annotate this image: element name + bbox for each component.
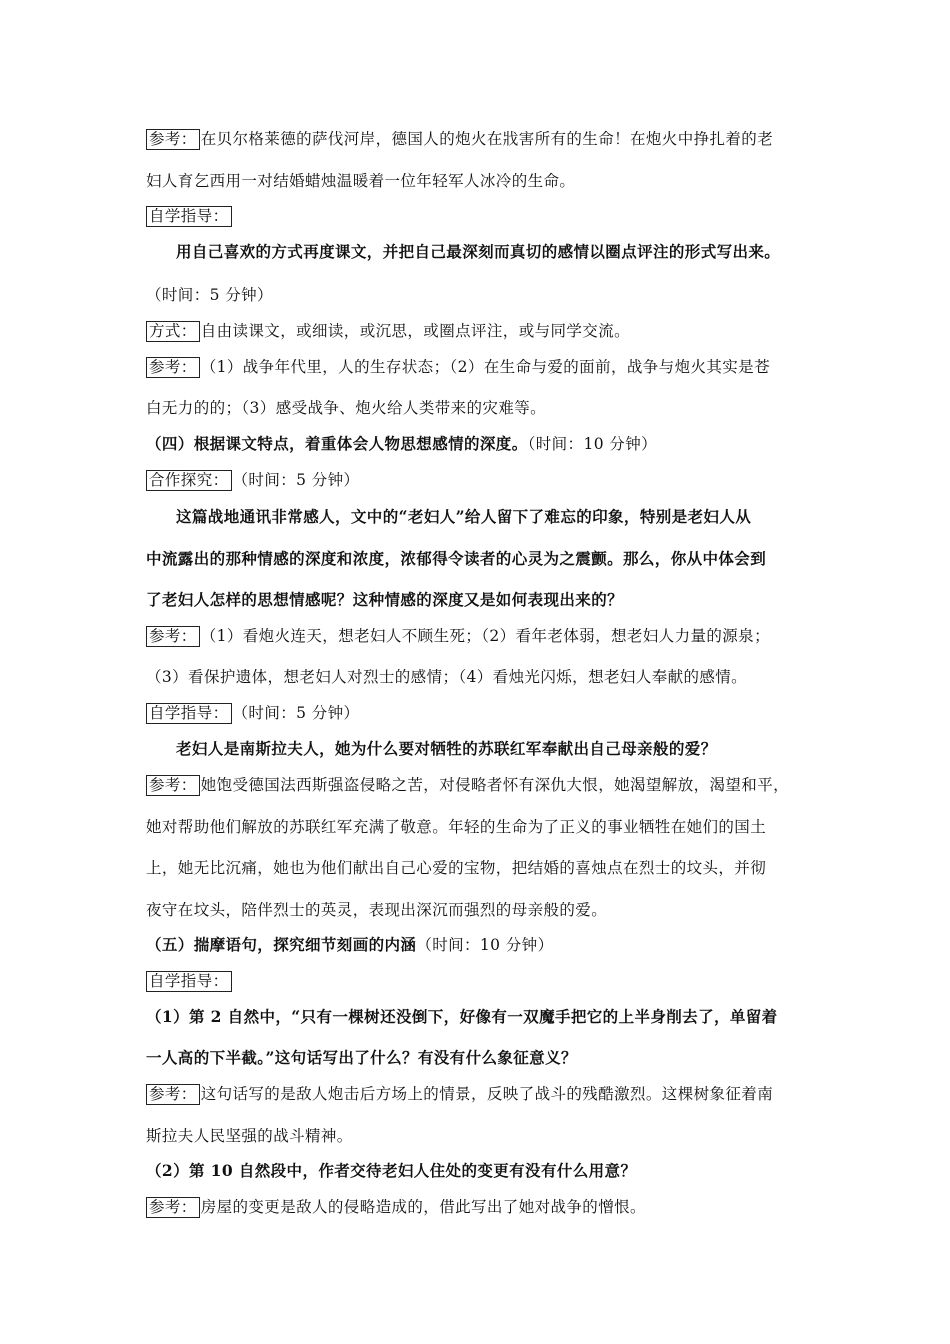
line-text: 上，她无比沉痛，她也为他们献出自己心爱的宝物，把结婚的喜烛点在烈士的坟头，并彻 bbox=[146, 859, 767, 877]
paragraph-line bbox=[146, 1083, 773, 1105]
line-text: 斯拉夫人民坚强的战斗精神。 bbox=[146, 1127, 353, 1145]
line-text: 她对帮助他们解放的苏联红军充满了敬意。年轻的生命为了正义的事业牺牲在她们的国土 bbox=[146, 818, 767, 836]
paragraph-line bbox=[146, 899, 607, 921]
line-text: （2）第 10 自然段中，作者交待老妇人住处的变更有没有什么用意？ bbox=[146, 1161, 637, 1180]
paragraph-line bbox=[146, 128, 773, 150]
paragraph-line bbox=[146, 774, 789, 796]
line-text: （时间：5 分钟） bbox=[232, 471, 360, 489]
line-text: 用自己喜欢的方式再度课文，并把自己最深刻而真切的感情以圈点评注的形式写出来。 bbox=[176, 242, 781, 261]
task-prompt bbox=[146, 589, 623, 611]
label-box: 参考： bbox=[146, 775, 200, 796]
line-text: 了老妇人怎样的思想情感呢？这种情感的深度又是如何表现出来的？ bbox=[146, 590, 624, 609]
paragraph-line bbox=[146, 857, 766, 879]
label-box: 参考： bbox=[146, 129, 200, 150]
section-label-line bbox=[146, 970, 233, 992]
paragraph-line bbox=[146, 625, 770, 647]
line-text: 中流露出的那种情感的深度和浓度，浓郁得令读者的心灵为之震颤。那么，你从中体会到 bbox=[146, 549, 767, 568]
line-text: 在贝尔格莱德的萨伐河岸，德国人的炮火在戕害所有的生命！在炮火中挣扎着的老 bbox=[200, 130, 774, 148]
line-text: 房屋的变更是敌人的侵略造成的，借此写出了她对战争的憎恨。 bbox=[200, 1198, 646, 1216]
line-text: （1）看炮火连天，想老妇人不顾生死；（2）看年老体弱，想老妇人力量的源泉； bbox=[200, 627, 770, 645]
label-box: 自学指导： bbox=[146, 703, 232, 724]
label-box: 参考： bbox=[146, 357, 200, 378]
label-box: 参考： bbox=[146, 626, 200, 647]
heading-text: （五）揣摩语句，探究细节刻画的内涵 bbox=[146, 935, 417, 954]
paragraph-line bbox=[146, 356, 770, 378]
paragraph-line bbox=[146, 702, 359, 724]
time-note bbox=[146, 284, 273, 306]
line-text: （1）战争年代里，人的生存状态；（2）在生命与爱的面前，战争与炮火其实是苍 bbox=[200, 358, 770, 376]
task-prompt bbox=[176, 241, 780, 263]
line-text: 妇人育乞西用一对结婚蜡烛温暖着一位年轻军人冰冷的生命。 bbox=[146, 172, 576, 190]
question bbox=[146, 1160, 636, 1182]
label-box: 参考： bbox=[146, 1084, 200, 1105]
section-heading bbox=[146, 433, 657, 455]
label-box: 合作探究： bbox=[146, 470, 232, 491]
line-text: 她饱受德国法西斯强盗侵略之苦，对侵略者怀有深仇大恨，她渴望解放，渴望和平， bbox=[200, 776, 790, 794]
label-box: 自学指导： bbox=[146, 971, 232, 992]
label-box: 自学指导： bbox=[146, 206, 232, 227]
paragraph-line bbox=[146, 1125, 353, 1147]
heading-text: （四）根据课文特点，着重体会人物思想感情的深度。 bbox=[146, 434, 528, 453]
line-text: 这篇战地通讯非常感人，文中的“老妇人”给人留下了难忘的印象，特别是老妇人从 bbox=[176, 507, 752, 526]
label-box: 方式： bbox=[146, 321, 200, 342]
paragraph-line bbox=[146, 397, 546, 419]
question bbox=[146, 1047, 577, 1069]
line-text: （1）第 2 自然中，“只有一棵树还没倒下，好像有一双魔手把它的上半身削去了，单留着 bbox=[146, 1007, 778, 1026]
task-prompt bbox=[176, 506, 751, 528]
line-text: 一人高的下半截。”这句话写出了什么？有没有什么象征意义？ bbox=[146, 1048, 577, 1067]
label-box: 参考： bbox=[146, 1197, 200, 1218]
paragraph-line bbox=[146, 816, 766, 838]
paragraph-line bbox=[146, 469, 359, 491]
line-text: 自由读课文，或细读，或沉思，或圈点评注，或与同学交流。 bbox=[200, 322, 631, 340]
task-prompt bbox=[146, 548, 766, 570]
paragraph-line bbox=[146, 1196, 646, 1218]
task-prompt bbox=[176, 738, 717, 760]
section-heading bbox=[146, 934, 553, 956]
line-text: 老妇人是南斯拉夫人，她为什么要对牺牲的苏联红军奉献出自己母亲般的爱？ bbox=[176, 739, 717, 758]
paragraph-line bbox=[146, 666, 747, 688]
time-note: （时间：10 分钟） bbox=[527, 435, 658, 453]
paragraph-line bbox=[146, 170, 575, 192]
time-note: （时间：10 分钟） bbox=[416, 936, 554, 954]
line-text: 夜守在坟头，陪伴烈士的英灵，表现出深沉而强烈的母亲般的爱。 bbox=[146, 901, 608, 919]
line-text: 白无力的的；（3）感受战争、炮火给人类带来的灾难等。 bbox=[146, 399, 547, 417]
line-text: （时间：5 分钟） bbox=[232, 704, 360, 722]
section-label-line bbox=[146, 205, 233, 227]
paragraph-line bbox=[146, 320, 630, 342]
line-text: 这句话写的是敌人炮击后方场上的情景，反映了战斗的残酷激烈。这棵树象征着南 bbox=[200, 1085, 774, 1103]
line-text: （时间：5 分钟） bbox=[146, 286, 273, 304]
line-text: （3）看保护遗体，想老妇人对烈士的感情；（4）看烛光闪烁，想老妇人奉献的感情。 bbox=[146, 668, 748, 686]
question bbox=[146, 1006, 778, 1028]
